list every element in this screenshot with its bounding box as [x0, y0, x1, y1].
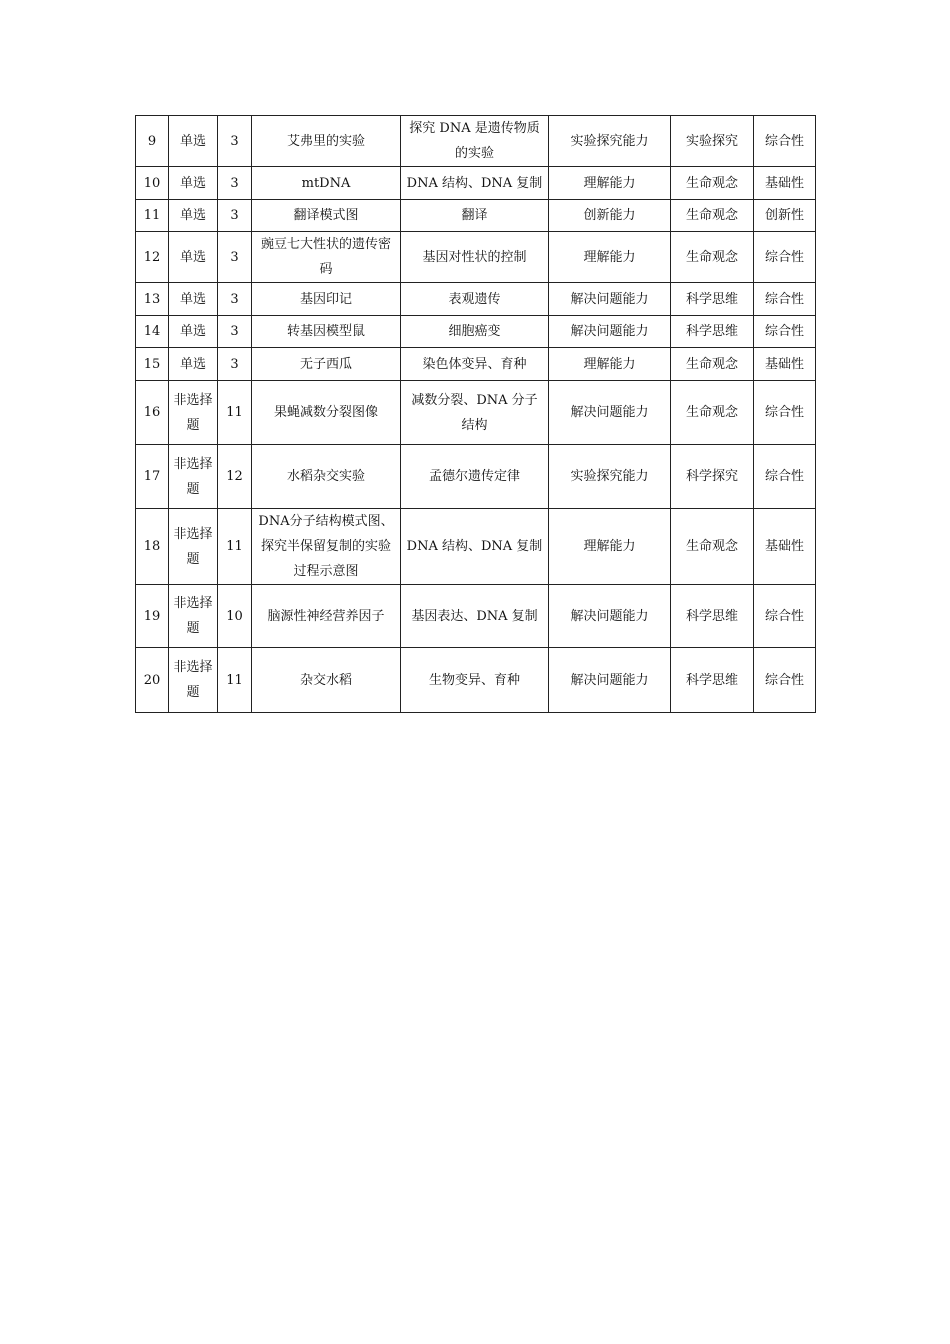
question-type-cell: 非选择题 [169, 381, 218, 445]
difficulty-level-cell: 基础性 [754, 167, 816, 200]
score-cell: 3 [218, 167, 252, 200]
knowledge-point-cell: DNA 结构、DNA 复制 [401, 509, 549, 585]
score-cell: 3 [218, 232, 252, 283]
context-cell: 豌豆七大性状的遗传密码 [252, 232, 401, 283]
knowledge-point-cell: DNA 结构、DNA 复制 [401, 167, 549, 200]
knowledge-point-cell: 细胞癌变 [401, 316, 549, 348]
question-type-cell: 单选 [169, 348, 218, 381]
ability-cell: 解决问题能力 [549, 316, 671, 348]
difficulty-level-cell: 综合性 [754, 585, 816, 648]
table-row [136, 200, 816, 232]
core-literacy-cell: 生命观念 [671, 381, 754, 445]
knowledge-point-cell: 表观遗传 [401, 283, 549, 316]
question-number-cell: 15 [136, 348, 169, 381]
knowledge-point-cell: 基因表达、DNA 复制 [401, 585, 549, 648]
question-type-cell: 非选择题 [169, 648, 218, 713]
question-number-cell: 11 [136, 200, 169, 232]
ability-cell: 解决问题能力 [549, 585, 671, 648]
knowledge-point-cell: 减数分裂、DNA 分子结构 [401, 381, 549, 445]
table-row [136, 648, 816, 713]
knowledge-point-cell: 染色体变异、育种 [401, 348, 549, 381]
knowledge-point-cell: 翻译 [401, 200, 549, 232]
score-cell: 3 [218, 348, 252, 381]
score-cell: 3 [218, 316, 252, 348]
score-cell: 12 [218, 445, 252, 509]
context-cell: 无子西瓜 [252, 348, 401, 381]
score-cell: 11 [218, 648, 252, 713]
difficulty-level-cell: 基础性 [754, 348, 816, 381]
table-row [136, 585, 816, 648]
table-row [136, 509, 816, 585]
ability-cell: 实验探究能力 [549, 116, 671, 167]
context-cell: 转基因模型鼠 [252, 316, 401, 348]
core-literacy-cell: 生命观念 [671, 348, 754, 381]
difficulty-level-cell: 基础性 [754, 509, 816, 585]
question-number-cell: 20 [136, 648, 169, 713]
exam-spec-table [135, 115, 816, 713]
context-cell: 果蝇减数分裂图像 [252, 381, 401, 445]
ability-cell: 解决问题能力 [549, 381, 671, 445]
ability-cell: 解决问题能力 [549, 283, 671, 316]
core-literacy-cell: 科学思维 [671, 283, 754, 316]
question-type-cell: 单选 [169, 283, 218, 316]
ability-cell: 理解能力 [549, 232, 671, 283]
core-literacy-cell: 生命观念 [671, 509, 754, 585]
table-row [136, 167, 816, 200]
core-literacy-cell: 科学思维 [671, 648, 754, 713]
question-number-cell: 9 [136, 116, 169, 167]
question-number-cell: 12 [136, 232, 169, 283]
ability-cell: 理解能力 [549, 509, 671, 585]
core-literacy-cell: 科学思维 [671, 585, 754, 648]
score-cell: 11 [218, 509, 252, 585]
context-cell: 脑源性神经营养因子 [252, 585, 401, 648]
difficulty-level-cell: 综合性 [754, 283, 816, 316]
context-cell: 翻译模式图 [252, 200, 401, 232]
table-row [136, 283, 816, 316]
score-cell: 11 [218, 381, 252, 445]
core-literacy-cell: 科学探究 [671, 445, 754, 509]
table-row [136, 232, 816, 283]
core-literacy-cell: 生命观念 [671, 167, 754, 200]
question-type-cell: 非选择题 [169, 445, 218, 509]
difficulty-level-cell: 综合性 [754, 116, 816, 167]
context-cell: 基因印记 [252, 283, 401, 316]
knowledge-point-cell: 生物变异、育种 [401, 648, 549, 713]
table-row [136, 445, 816, 509]
question-number-cell: 18 [136, 509, 169, 585]
context-cell: DNA分子结构模式图、探究半保留复制的实验过程示意图 [252, 509, 401, 585]
question-number-cell: 19 [136, 585, 169, 648]
question-type-cell: 单选 [169, 167, 218, 200]
knowledge-point-cell: 探究 DNA 是遗传物质的实验 [401, 116, 549, 167]
difficulty-level-cell: 综合性 [754, 316, 816, 348]
score-cell: 3 [218, 283, 252, 316]
context-cell: mtDNA [252, 167, 401, 200]
ability-cell: 实验探究能力 [549, 445, 671, 509]
knowledge-point-cell: 基因对性状的控制 [401, 232, 549, 283]
question-number-cell: 14 [136, 316, 169, 348]
question-type-cell: 非选择题 [169, 509, 218, 585]
table-row [136, 116, 816, 167]
question-type-cell: 单选 [169, 200, 218, 232]
ability-cell: 创新能力 [549, 200, 671, 232]
table-row [136, 316, 816, 348]
score-cell: 10 [218, 585, 252, 648]
question-type-cell: 单选 [169, 116, 218, 167]
core-literacy-cell: 科学思维 [671, 316, 754, 348]
score-cell: 3 [218, 200, 252, 232]
question-number-cell: 10 [136, 167, 169, 200]
question-number-cell: 16 [136, 381, 169, 445]
ability-cell: 解决问题能力 [549, 648, 671, 713]
exam-spec-table-body [136, 116, 816, 713]
ability-cell: 理解能力 [549, 167, 671, 200]
context-cell: 艾弗里的实验 [252, 116, 401, 167]
question-number-cell: 13 [136, 283, 169, 316]
knowledge-point-cell: 孟德尔遗传定律 [401, 445, 549, 509]
difficulty-level-cell: 综合性 [754, 381, 816, 445]
question-type-cell: 非选择题 [169, 585, 218, 648]
difficulty-level-cell: 综合性 [754, 232, 816, 283]
context-cell: 杂交水稻 [252, 648, 401, 713]
context-cell: 水稻杂交实验 [252, 445, 401, 509]
difficulty-level-cell: 综合性 [754, 648, 816, 713]
table-row [136, 348, 816, 381]
question-type-cell: 单选 [169, 232, 218, 283]
question-number-cell: 17 [136, 445, 169, 509]
core-literacy-cell: 生命观念 [671, 232, 754, 283]
score-cell: 3 [218, 116, 252, 167]
ability-cell: 理解能力 [549, 348, 671, 381]
question-type-cell: 单选 [169, 316, 218, 348]
difficulty-level-cell: 综合性 [754, 445, 816, 509]
core-literacy-cell: 生命观念 [671, 200, 754, 232]
difficulty-level-cell: 创新性 [754, 200, 816, 232]
core-literacy-cell: 实验探究 [671, 116, 754, 167]
table-row [136, 381, 816, 445]
